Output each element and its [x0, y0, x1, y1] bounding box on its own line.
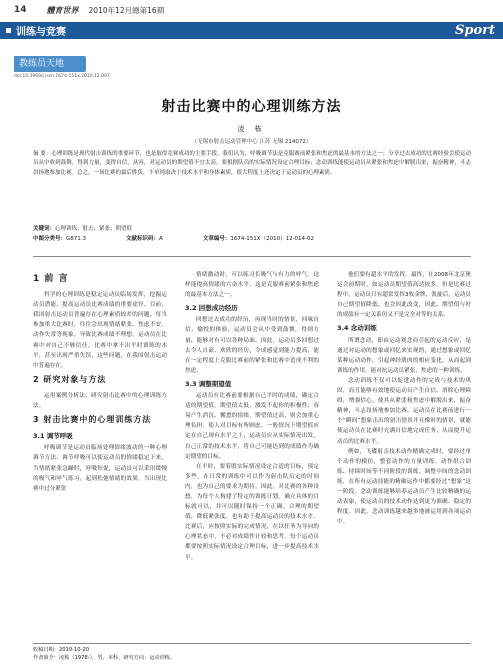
doi: doi:10.3969/j.issn.1674-151x.2010.12.007 [14, 74, 110, 79]
paragraph: 情绪激动时，可以练习长吸气与有力的呼气。这样能提高情绪的兴奋水平，这是克服赛前紧张和焦虑的最基本方法之一。 [185, 272, 319, 299]
column-1 [33, 270, 167, 494]
paragraph: 运动员在比赛前要根据自己平时的成绩，确定合适的期望值。期望值太低，激发不起你的积极性；容易产生消沉、懈怠的情绪，期望值过高，则会加重心理负担，使人对目标有所顾虑。一般情况下期望值应定在自己现有水平之上，运动员应从实际情况出发，自己正常的技术水平，将自己可能达到的成绩作为确定期望的目标。 [185, 393, 319, 460]
divider [33, 256, 471, 257]
docid-label: 文献标识码： [126, 235, 160, 242]
paragraph: 念动训练不仅可以促进动作的完成与技术的巩固，而且能够有效地使运动员产生自信、消除心理障碍，增强信心，使其从紧张和焦虑中解脱出来，振奋精神，斗志昂扬地参加比赛。运动员在比赛前进行一个“瞬间”想象击出的射击情景并且像时的情景，就能使运动员在比赛时充满自信地完成任务，从而提升运动员的比赛水平。 [337, 377, 471, 445]
section-label: 训练与竞赛 [16, 27, 66, 38]
column-2 [185, 270, 319, 563]
issue-label: 2010年12月總第16期 [88, 5, 165, 15]
square-bullet-icon [6, 28, 11, 33]
heading-training: 3 射击比赛中的心理训练方法 [33, 415, 152, 425]
magazine-name: 體育世界 [46, 5, 79, 15]
article-meta [33, 225, 471, 244]
clc-label: 中图分类号： [33, 235, 67, 242]
keywords: 心理训练；射击；紧张；期望值 [55, 226, 133, 232]
subheading-recall: 3.2 回想成功经历 [185, 304, 238, 313]
clc-value: G871.3 [66, 235, 87, 242]
subheading-ideomotor: 3.4 念动训练 [337, 324, 377, 333]
author-bio: 作者简介：凌栋（1978-），男，本科，研究方向：运动训练。 [33, 655, 176, 661]
brand-logo: Sport [454, 23, 495, 38]
classification-line [33, 235, 471, 245]
column-3 [337, 270, 471, 527]
docid-value: A [159, 235, 163, 242]
running-header [0, 0, 503, 20]
heading-methods: 2 研究对象与方法 [33, 374, 107, 384]
article-title: 射击比赛中的心理训练方法 [161, 99, 342, 115]
abstract: 摘 要：心理训练是现代射击训练的重要环节，也是取得竞赛成功的主要手段。我们认为，呼吸调节法是克服赛前紧张和焦虑的最基本的方法之一；分享过去成功的比赛经验会使运动员从中收到鼓舞，得到力量，变得自信，从容，对运动员的期望值不宜太高，要根据队员的实际情况设定合理目标；念动训练能使运动员从紧张和焦虑中解脱出来，振奋精神，斗志昂扬地参加比赛。总之，一场比赛的最后胜负，不单纯取决于技术水平和身体素质，很大程度上还决定于运动员的心理素质。 [33, 151, 471, 176]
paragraph: 科学的心理训练是稳定运动员临场发挥，挖掘运动员潜能、提高运动员比赛成绩的重要途径。目前，我国射击运动员普遍存在心理素质较差的问题，每当参加重大比赛时，往往会出现情绪紧张、焦虑不安、动作失常等现象，导致比赛成绩不理想。运动员在比赛中对自己不够信任，比赛中拿不出平时训练的水平，甚至出现严重失误，这些问题，在我国射击运动中普遍存在。 [33, 292, 167, 369]
paragraph: 所谓念动，即由运动观念而引起的运动反应，是通过对运动的想象或回忆来实现的，通过想象或回忆某种运动动作，引起神经肌肉的相应变化，从而起到训练的作用，能对抗运动员紧张、焦虑的一种训练。 [337, 337, 471, 374]
footnote [33, 643, 471, 662]
affiliation: （无锡市射击运动管理中心 江苏 无锡 214072） [191, 139, 312, 145]
keywords-label: 关键词： [33, 226, 56, 232]
subheading-expectation: 3.3 调整期望值 [185, 379, 232, 388]
artno-label: 文章编号： [202, 235, 231, 242]
paragraph: 运用案例分析法、研究射击比赛中的心理训练方法。 [33, 392, 167, 410]
author: 凌 栋 [237, 125, 266, 133]
artno-value: 1674-151X（2010）12-014-02 [230, 235, 315, 242]
section-band [0, 22, 503, 39]
heading-intro: 1 前 言 [33, 274, 69, 284]
keywords-line [33, 225, 471, 235]
paragraph: 在平时，要着眼实际情况设定合适的目标，预定多些，在日常的训练中可以作为射击队员定的时间内，也为自己的要求为期待。因此，对比赛的各种设想，为每个人构建了特定的训练计划。确立具体的目标就可以，并可以随时保持一个正确、合理的期望值，降低紧张度，也有助于提高运动员的技术水平。比赛后，应按照实际的完成情况，在以任务为导向的心理状态中，不必对成绩作计较和思考。每个运动员都要按照实际情况设定合理目标，进一步提高技术水平。 [185, 463, 319, 561]
paragraph: 回想过去成功的经历，再现当时的情景，回味自信、愉悦的体验，运动员会从中受到鼓舞，得到力量，能够对有可以各种局面。因此，运动员多回想过去令人自豪、欢欣的经历，令成感觉到能力提高，能在一定程度上克服比赛前的紧张和比赛中造成不利的焦虑。 [185, 317, 319, 374]
paragraph: 呼吸调节是运动员临场处理情绪波动的一种心理调节方法。调节呼吸可以使运动员的情绪稳定下来，当情绪紧张急躁时，呼吸短促，运动员可以采用缓慢的吸气和呼气练习，起到松弛情绪的效果。当出现比赛中过分紧张 [33, 445, 167, 492]
section-title [6, 23, 66, 38]
column-tag: 教练员天地 [14, 56, 86, 72]
subheading-breathing: 3.1 调节呼吸 [33, 432, 73, 441]
received-date: 收稿日期：2010-10-20 [33, 647, 90, 653]
page-number: 14 [14, 5, 27, 15]
paragraph: 例如，飞碟射击技术动作精确完成时，要经过单个动作的模仿、整套动作的力量训练、动作组合训练、持续时间等不同阶段的训练。调整中间的念动训练，在所有运动技能的精确运作中都要经过“想象”这一阶段。念动训练能够培养运动员产生比较精确的运动表象，使运动员的技术动作达到更为准确、稳定的程度。因此，念动训练越来越多地被运用到各项运动中。 [337, 448, 471, 526]
paragraph: 他们要有超水平的发挥。最终，在2008年北京奥运会前期时，如运动员期望值高达较多，但是比赛过程中，运动员只有超常发挥3枚金牌，凯旋后，运动员自己期望值降低，也会因此改变，因此，期望值与好的成绩有一定关系但又不是完全对等的关系。 [337, 272, 471, 319]
